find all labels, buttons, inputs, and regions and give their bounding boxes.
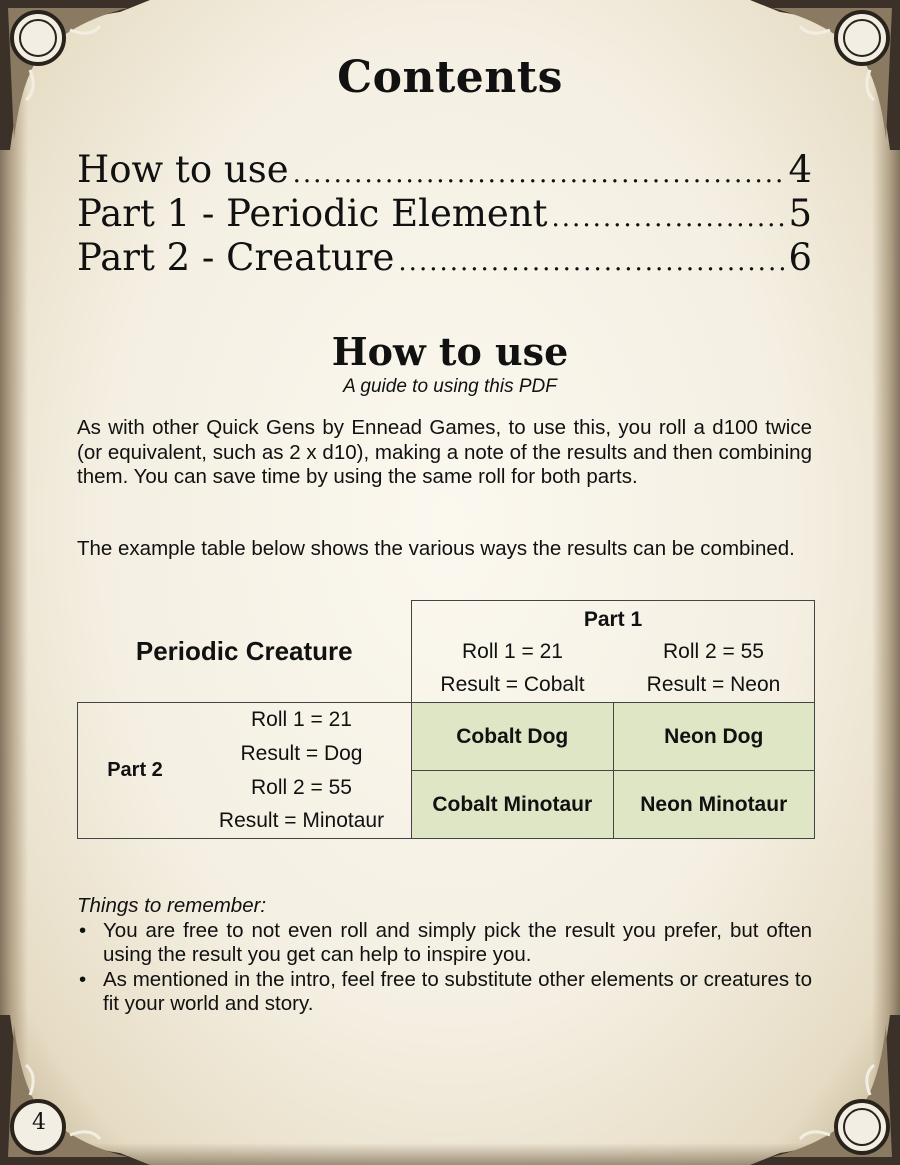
- part1-roll1: Roll 1 = 21: [412, 635, 614, 669]
- toc-page-number: 6: [788, 236, 812, 279]
- toc-label: How to use: [77, 148, 289, 191]
- page-edge-right: [872, 0, 900, 1165]
- page-edge-left: [0, 0, 28, 1165]
- toc-entry-periodic-element[interactable]: [77, 192, 812, 236]
- intro-paragraph: As with other Quick Gens by Ennead Games, to use this, you roll a d100 twice (or equivalent, such as 2 x d10), making a note of the results and then combining them. You can save time by using the same roll for both parts.: [77, 416, 812, 488]
- page-number: 4: [32, 1110, 46, 1135]
- part1-result2: Result = Neon: [613, 669, 815, 703]
- table-title: Periodic Creature: [135, 635, 353, 666]
- remember-list: [77, 919, 812, 1017]
- part2-result1: Result = Dog: [240, 741, 363, 765]
- part1-header: Part 1: [412, 601, 815, 635]
- toc-page-number: 4: [788, 148, 812, 191]
- part2-roll2: Roll 2 = 55: [251, 775, 352, 799]
- ornate-corner-bottom-right-icon: [750, 1015, 900, 1165]
- result-cobalt-dog: Cobalt Dog: [412, 703, 614, 771]
- part2-result2: Result = Minotaur: [192, 805, 412, 839]
- list-item: • You are free to not even roll and simply pick the result you prefer, but often using the result you get can help to inspire you.: [77, 919, 812, 968]
- toc-entry-how-to-use[interactable]: [77, 148, 812, 192]
- part2-header: Part 2: [78, 703, 193, 839]
- toc-entry-creature[interactable]: [77, 236, 812, 280]
- part2-roll1: Roll 1 = 21: [192, 703, 412, 737]
- ornate-corner-bottom-left-icon: [0, 1015, 150, 1165]
- table-of-contents: [77, 148, 812, 280]
- toc-leader-dots: [398, 240, 784, 284]
- example-table: [77, 600, 815, 839]
- remember-title: Things to remember:: [77, 894, 267, 917]
- section-title: How to use: [331, 329, 569, 374]
- toc-leader-dots: [293, 152, 785, 196]
- part1-roll2: Roll 2 = 55: [613, 635, 815, 669]
- toc-label: Part 1 - Periodic Element: [77, 192, 548, 235]
- result-neon-minotaur: Neon Minotaur: [613, 771, 815, 839]
- toc-label: Part 2 - Creature: [77, 236, 395, 279]
- page-title: Contents: [337, 52, 563, 103]
- result-neon-dog: Neon Dog: [613, 703, 815, 771]
- result-cobalt-minotaur: Cobalt Minotaur: [412, 771, 614, 839]
- things-to-remember: [77, 894, 812, 1017]
- example-paragraph: The example table below shows the various ways the results can be combined.: [77, 537, 795, 560]
- list-item: • As mentioned in the intro, feel free to substitute other elements or creatures to fit your world and story.: [77, 968, 812, 1017]
- toc-page-number: 5: [788, 192, 812, 235]
- toc-leader-dots: [552, 196, 785, 240]
- part1-result1: Result = Cobalt: [412, 669, 614, 703]
- section-subtitle: A guide to using this PDF: [343, 376, 557, 397]
